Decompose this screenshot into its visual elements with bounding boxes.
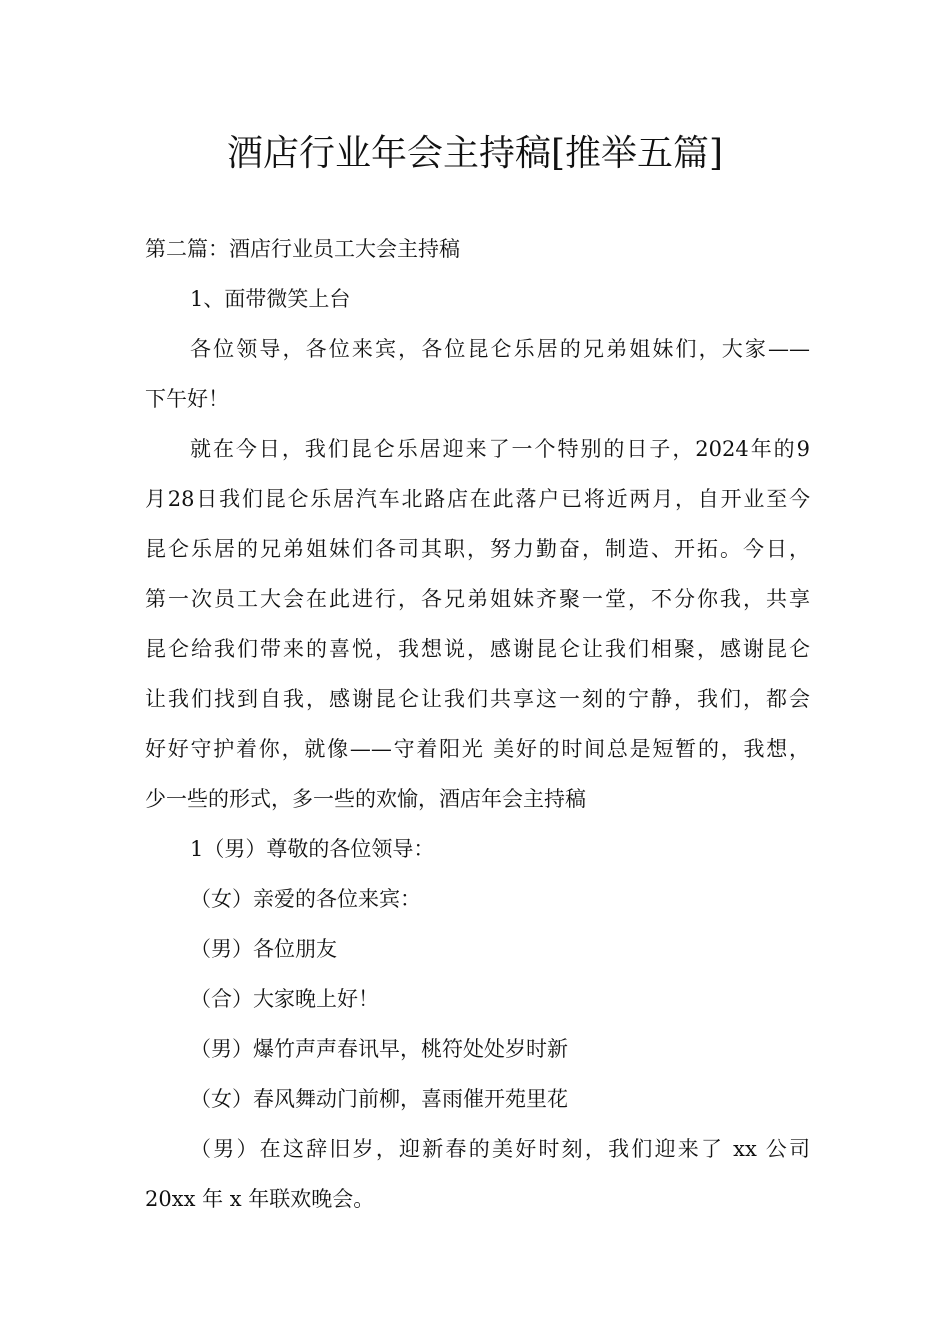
dialogue-line: （男）在这辞旧岁，迎新春的美好时刻，我们迎来了 xx 公司 bbox=[190, 1137, 810, 1161]
paragraph-line: 好好守护着你，就像——守着阳光 美好的时间总是短暂的，我想， bbox=[145, 737, 810, 761]
paragraph-line: 就在今日，我们昆仑乐居迎来了一个特别的日子，2024年的9 bbox=[190, 437, 810, 461]
paragraph-line: 各位领导，各位来宾，各位昆仑乐居的兄弟姐妹们，大家—— bbox=[190, 337, 810, 361]
dialogue-line: （女）春风舞动门前柳，喜雨催开苑里花 bbox=[190, 1087, 568, 1111]
paragraph-line: 下午好！ bbox=[145, 387, 229, 411]
paragraph-line: 让我们找到自我，感谢昆仑让我们共享这一刻的宁静，我们，都会 bbox=[145, 687, 810, 711]
dialogue-line: （合）大家晚上好！ bbox=[190, 987, 379, 1011]
dialogue-line: （男）各位朋友 bbox=[190, 937, 337, 961]
document-title: 酒店行业年会主持稿[推举五篇] bbox=[226, 133, 724, 174]
dialogue-line: （男）爆竹声声春讯早，桃符处处岁时新 bbox=[190, 1037, 568, 1061]
paragraph-line: 昆仑给我们带来的喜悦，我想说，感谢昆仑让我们相聚，感谢昆仑 bbox=[145, 637, 810, 661]
paragraph-line: 月28日我们昆仑乐居汽车北路店在此落户已将近两月，自开业至今 bbox=[145, 487, 810, 511]
paragraph-line: 少一些的形式，多一些的欢愉，酒店年会主持稿 bbox=[145, 787, 586, 811]
paragraph-line: 1、面带微笑上台 bbox=[190, 287, 351, 311]
dialogue-line: 20xx 年 x 年联欢晚会。 bbox=[145, 1187, 375, 1211]
section-subheading: 第二篇：酒店行业员工大会主持稿 bbox=[145, 237, 460, 261]
paragraph-line: 第一次员工大会在此进行，各兄弟姐妹齐聚一堂，不分你我，共享 bbox=[145, 587, 810, 611]
paragraph-line: 昆仑乐居的兄弟姐妹们各司其职，努力勤奋，制造、开拓。今日， bbox=[145, 537, 810, 561]
dialogue-line: 1（男）尊敬的各位领导： bbox=[190, 837, 435, 861]
dialogue-line: （女）亲爱的各位来宾： bbox=[190, 887, 421, 911]
